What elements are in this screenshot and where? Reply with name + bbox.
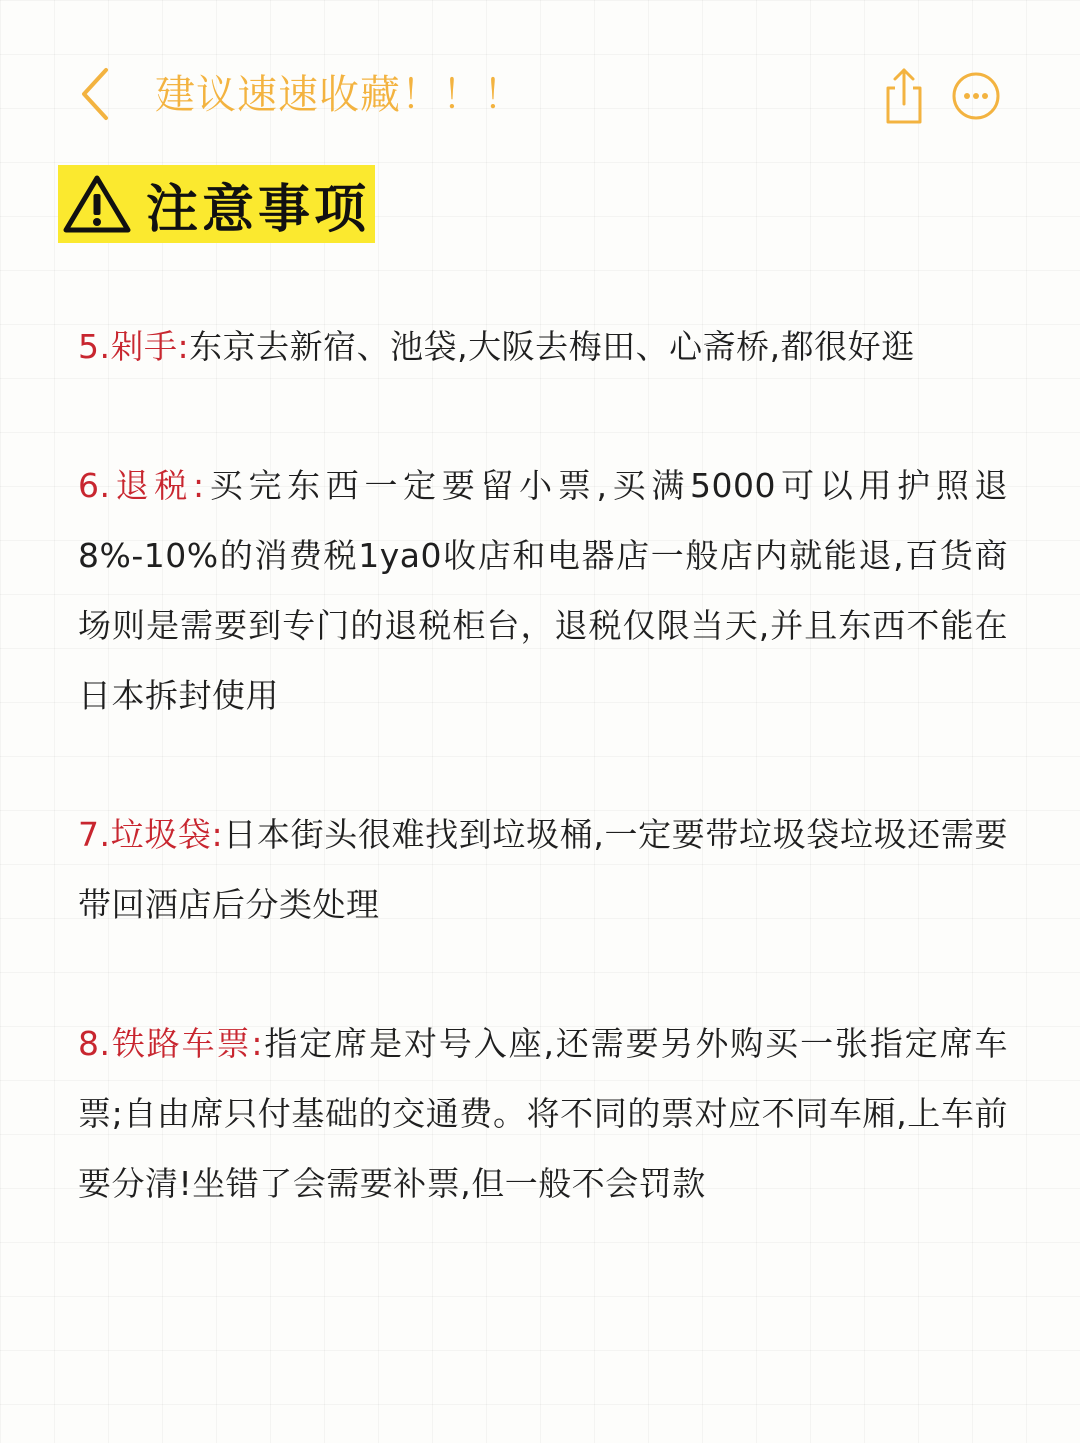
chevron-left-icon (70, 64, 120, 124)
tip-text: 买完东西一定要留小票,买满5000可以用护照退8%-10%的消费税1ya0收店和电器店一般店内就能退,百货商场则是需要到专门的退税柜台，退税仅限当天,并且东西不能在日本拆封使用 (78, 466, 1008, 715)
tip-label: 7.垃圾袋: (78, 815, 224, 854)
page-title: 建议速速收藏！！！ (155, 72, 524, 118)
share-icon (878, 64, 930, 128)
tip-text: 日本街头很难找到垃圾桶,一定要带垃圾袋垃圾还需要带回酒店后分类处理 (78, 815, 1008, 924)
warning-icon (62, 172, 132, 236)
heading-text: 注意事项 (146, 179, 371, 240)
more-icon (950, 70, 1002, 122)
tip-item (78, 800, 1008, 940)
tips-list (78, 312, 1008, 1288)
tip-label: 6.退税: (78, 466, 205, 505)
back-button[interactable] (70, 64, 120, 124)
section-heading (58, 165, 375, 243)
share-button[interactable] (878, 64, 930, 128)
tip-text: 指定席是对号入座,还需要另外购买一张指定席车票;自由席只付基础的交通费。将不同的票对应不同车厢,上车前要分清!坐错了会需要补票,但一般不会罚款 (78, 1024, 1008, 1203)
tip-item (78, 312, 1008, 382)
tip-label: 5.剁手: (78, 327, 190, 366)
more-button[interactable] (950, 70, 1002, 122)
top-bar (0, 50, 1080, 140)
tip-text: 东京去新宿、池袋,大阪去梅田、心斋桥,都很好逛 (189, 327, 915, 366)
tip-item (78, 451, 1008, 731)
tip-label: 8.铁路车票: (78, 1024, 264, 1063)
tip-item (78, 1009, 1008, 1219)
